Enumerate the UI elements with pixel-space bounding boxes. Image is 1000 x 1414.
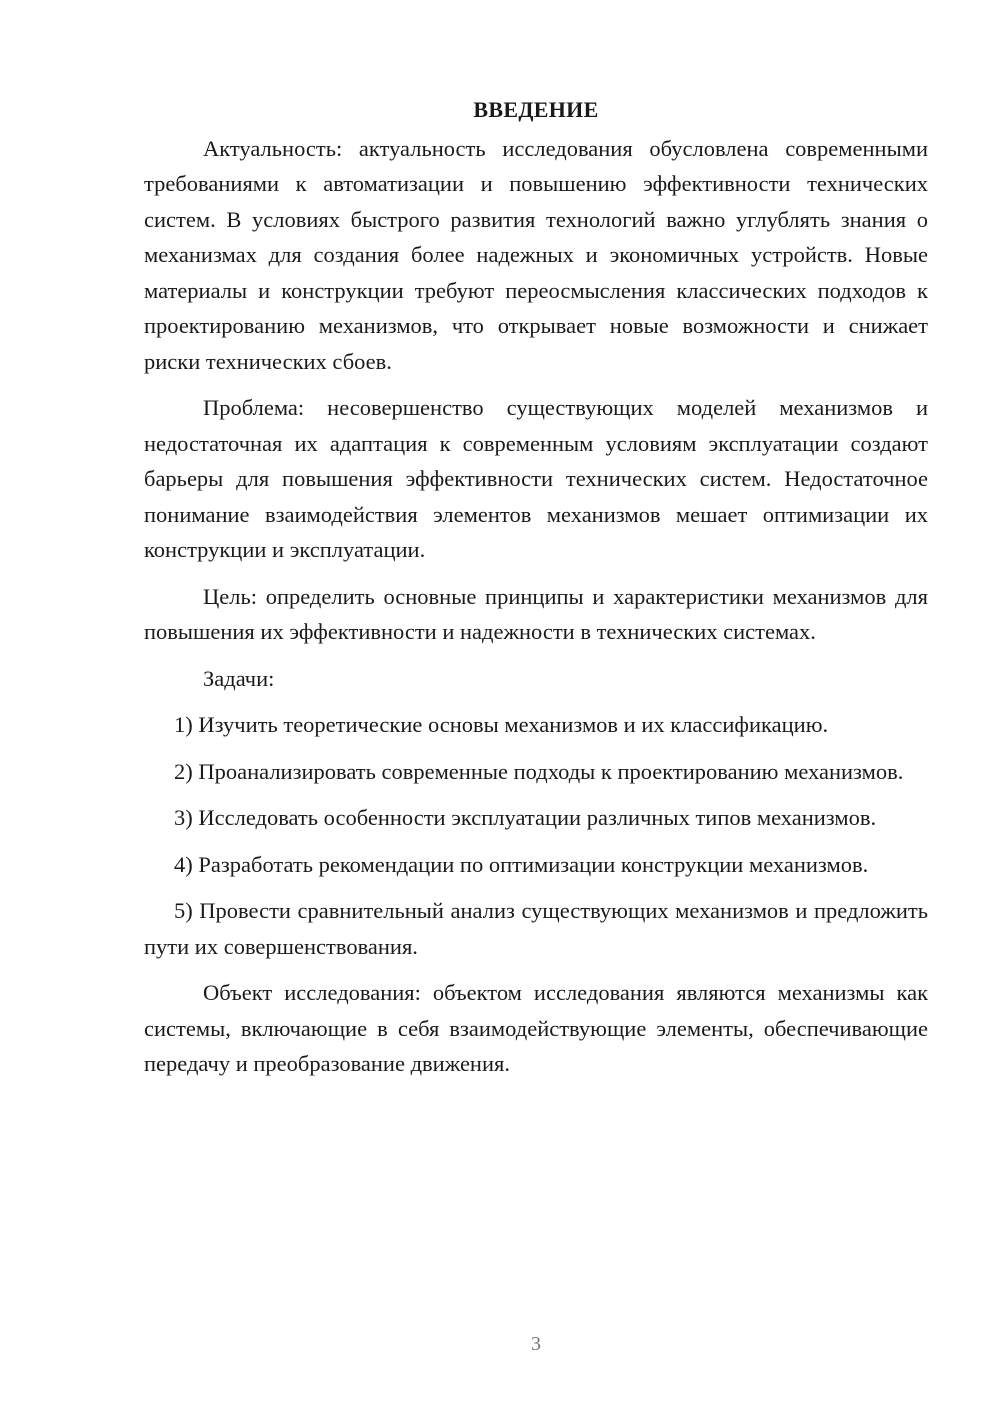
paragraph-relevance: Актуальность: актуальность исследования обусловлена современными требованиями к автоматизации и повышению эффективности технических систем. В условиях быстрого развития технологий важно углублять знания о механизмах для создания более надежных и экономичных устройств. Новые материалы и конструкции требуют переосмысления классических подходов к проектированию механизмов, что открывает новые возможности и снижает риски технических сбоев. xyxy=(144,135,928,374)
paragraph-object: Объект исследования: объектом исследования являются механизмы как системы, включающие в себя взаимодействующие элементы, обеспечивающие передачу и преобразование движения. xyxy=(144,980,928,1076)
paragraph-goal: Цель: определить основные принципы и характеристики механизмов для повышения их эффективности и надежности в технических системах. xyxy=(144,583,928,644)
task-item-1: 1) Изучить теоретические основы механизмов и их классификацию. xyxy=(174,712,829,737)
task-item-3: 3) Исследовать особенности эксплуатации различных типов механизмов. xyxy=(174,805,877,830)
page-number: 3 xyxy=(531,1333,541,1355)
task-item-4: 4) Разработать рекомендации по оптимизации конструкции механизмов. xyxy=(174,851,869,877)
task-item-5: 5) Провести сравнительный анализ существующих механизмов и предложить пути их совершенствования. xyxy=(144,898,928,959)
section-heading: ВВЕДЕНИЕ xyxy=(473,97,599,122)
page-body xyxy=(144,92,928,1082)
tasks-title: Задачи: xyxy=(203,665,275,691)
task-item-2: 2) Проанализировать современные подходы к проектированию механизмов. xyxy=(174,758,904,784)
paragraph-problem: Проблема: несовершенство существующих моделей механизмов и недостаточная их адаптация к современным условиям эксплуатации создают барьеры для повышения эффективности технических систем. Недостаточное понимание взаимодействия элементов механизмов мешает оптимизации их конструкции и эксплуатации. xyxy=(144,395,928,562)
